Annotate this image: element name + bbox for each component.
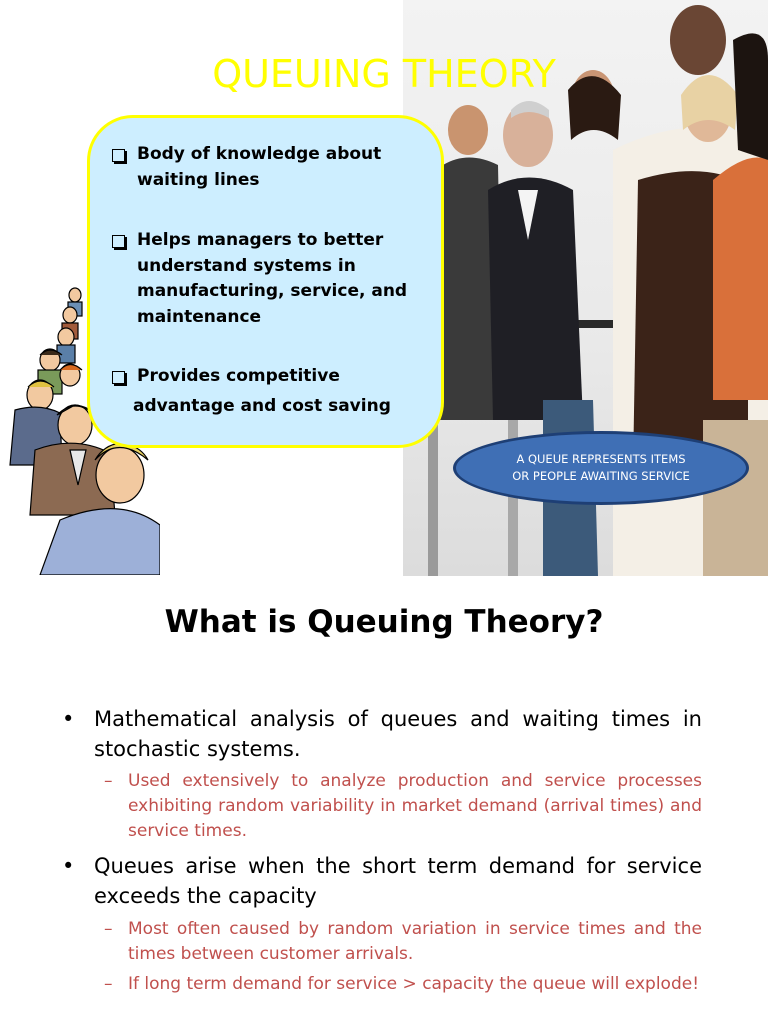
subbullet-text: If long term demand for service > capacity the queue will explode! (128, 974, 700, 994)
subbullet-text: Most often caused by random variation in service times and the times between customer arrivals. (128, 919, 702, 964)
oval-text-line: A QUEUE REPRESENTS ITEMS (516, 452, 686, 466)
dash-bullet-icon: – (104, 771, 113, 791)
bullet-mathematical-analysis (62, 704, 702, 764)
dash-bullet-icon: – (104, 974, 113, 994)
slide-what-is-queuing-theory (0, 576, 768, 1024)
checkbox-bullet-icon (112, 371, 125, 384)
point-text-line: waiting lines (137, 169, 260, 190)
checkbox-bullet-icon (112, 235, 125, 248)
key-point-competitive-advantage (112, 364, 391, 419)
key-point-body-of-knowledge (112, 142, 381, 193)
slide-title-queuing-theory: QUEUING THEORY (212, 52, 556, 96)
bullet-text: Mathematical analysis of queues and waiting times in stochastic systems. (94, 707, 702, 761)
checkbox-bullet-icon (112, 149, 125, 162)
point-text-line: manufacturing, service, and (137, 281, 408, 301)
key-points-callout (87, 115, 444, 448)
bullet-queues-arise (62, 851, 702, 911)
bullet-dot-icon: • (62, 707, 75, 731)
point-text-line: Helps managers to better (137, 230, 384, 250)
slide-title-what-is: What is Queuing Theory? (164, 604, 604, 640)
point-text-line: Body of knowledge about (137, 144, 382, 164)
subbullet-used-extensively (104, 769, 702, 844)
key-point-helps-managers (112, 228, 407, 330)
queue-definition-oval (453, 431, 749, 505)
subbullet-queue-will-explode (104, 972, 702, 997)
point-text-line: advantage and cost saving (133, 395, 391, 416)
dash-bullet-icon: – (104, 919, 113, 939)
point-text-line: understand systems in (137, 255, 356, 276)
point-text-line: Provides competitive (137, 366, 340, 386)
oval-text-line: OR PEOPLE AWAITING SERVICE (512, 469, 690, 483)
point-text-line: maintenance (137, 306, 262, 327)
subbullet-text: Used extensively to analyze production and service processes exhibiting random variability in market demand (arrival times) and service times. (128, 771, 702, 841)
bullet-dot-icon: • (62, 854, 75, 878)
bullet-text: Queues arise when the short term demand for service exceeds the capacity (94, 854, 702, 908)
subbullet-random-variation (104, 917, 702, 967)
